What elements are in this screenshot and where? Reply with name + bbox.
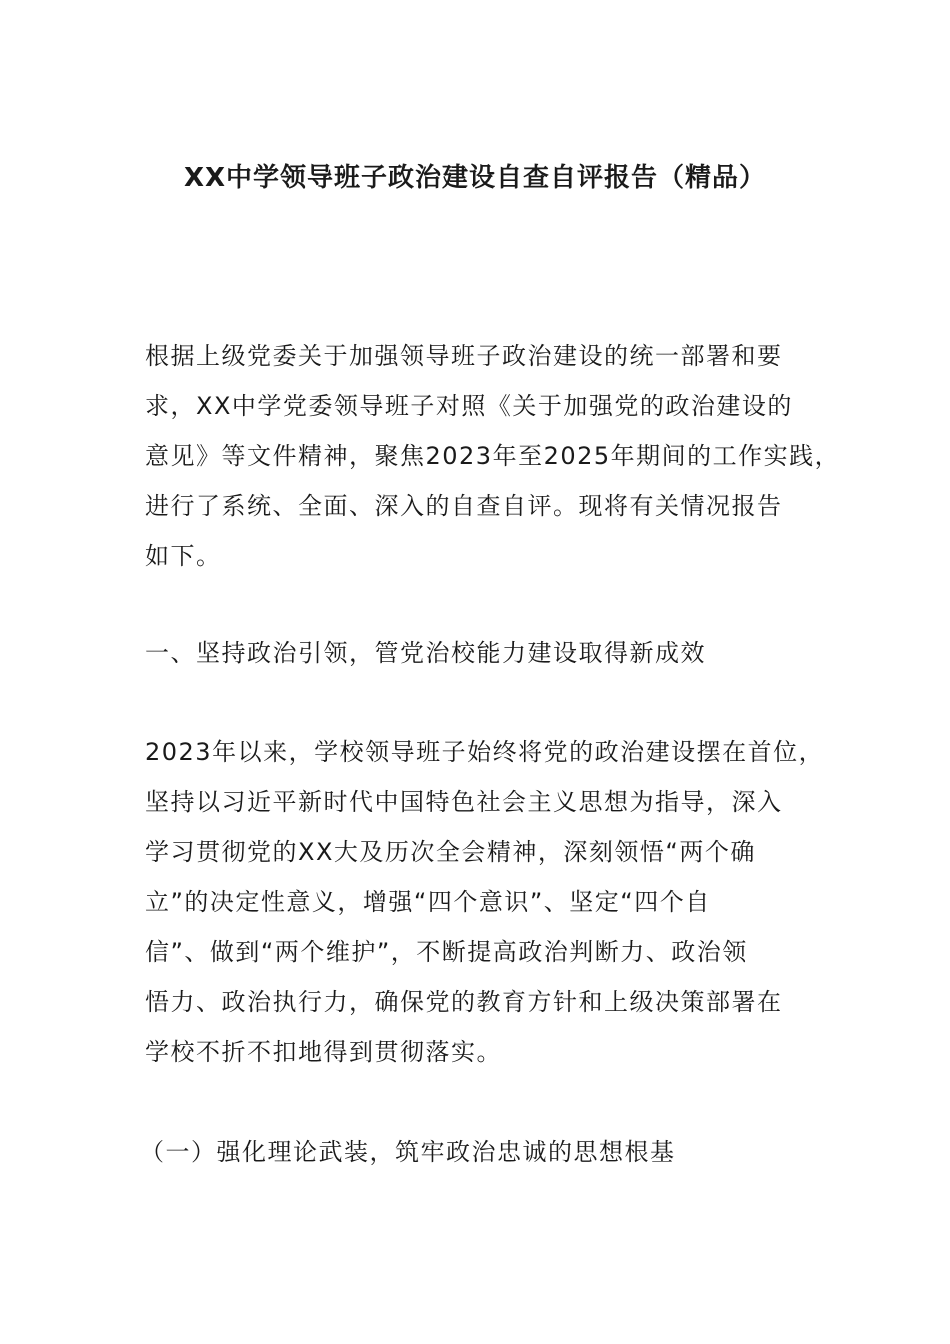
section-1-paragraph — [145, 727, 825, 1077]
intro-line: 意见》等文件精神，聚焦2023年至2025年期间的工作实践， — [145, 442, 841, 470]
section-1-line: 立”的决定性意义，增强“四个意识”、坚定“四个自 — [145, 888, 711, 916]
intro-line: 如下。 — [145, 542, 222, 570]
section-1-line: 坚持以习近平新时代中国特色社会主义思想为指导，深入 — [145, 788, 783, 816]
section-1-line: 信”、做到“两个维护”，不断提高政治判断力、政治领 — [145, 938, 748, 966]
section-1-heading: 一、坚持政治引领，管党治校能力建设取得新成效 — [145, 639, 706, 667]
section-1-line: 学习贯彻党的XX大及历次全会精神，深刻领悟“两个确 — [145, 838, 756, 866]
intro-line: 求，XX中学党委领导班子对照《关于加强党的政治建设的 — [145, 392, 793, 420]
section-1-line: 悟力、政治执行力，确保党的教育方针和上级决策部署在 — [145, 988, 783, 1016]
section-1-line: 2023年以来，学校领导班子始终将党的政治建设摆在首位， — [145, 738, 825, 766]
intro-line: 根据上级党委关于加强领导班子政治建设的统一部署和要 — [145, 342, 783, 370]
subsection-1-heading: （一）强化理论武装，筑牢政治忠诚的思想根基 — [140, 1138, 676, 1166]
intro-line: 进行了系统、全面、深入的自查自评。现将有关情况报告 — [145, 492, 783, 520]
section-1-line: 学校不折不扣地得到贯彻落实。 — [145, 1038, 502, 1066]
intro-paragraph — [145, 331, 841, 581]
document-title: XX中学领导班子政治建设自查自评报告（精品） — [183, 163, 767, 193]
